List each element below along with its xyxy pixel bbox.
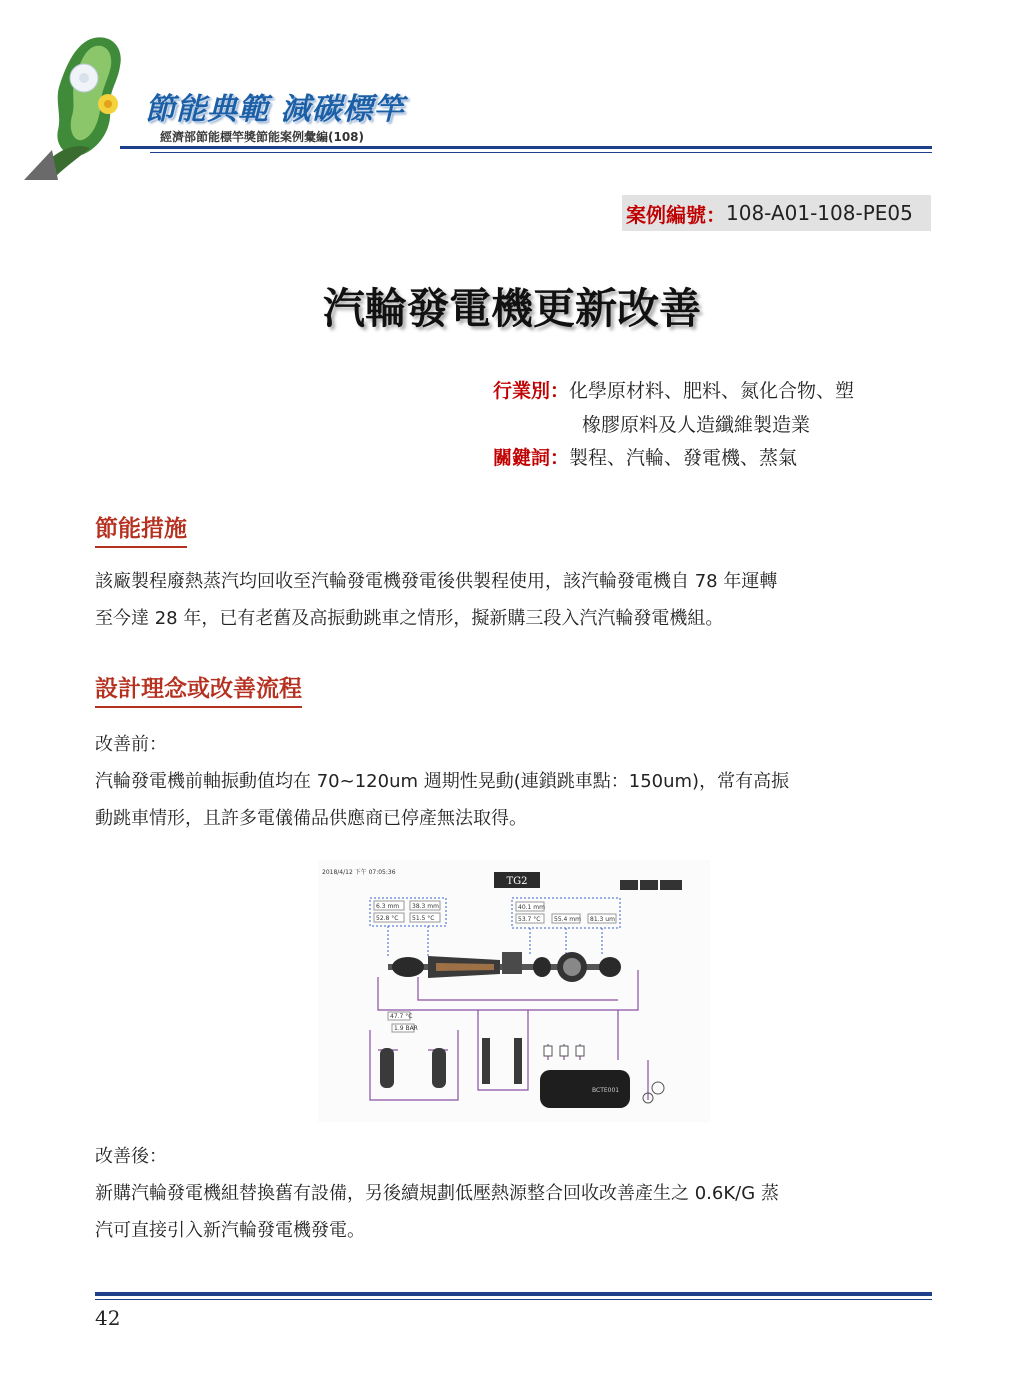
reading-value: 52.8 °C [376,915,399,922]
industry-value: 化學原材料、肥料、氮化合物、塑 [569,380,855,402]
footer-rule-thin [95,1299,932,1300]
reading-value: 55.4 mm [554,916,581,923]
header-rule [120,146,932,149]
page-title: 汽輪發電機更新改善 [322,284,701,333]
keywords-row [493,443,797,470]
tank-label: BCTE001 [592,1087,620,1094]
after-label: 改善後： [95,1146,167,1167]
brand-title: 節能典範 減碳標竿 [145,92,405,127]
measures-text-line: 該廠製程廢熱蒸汽均回收至汽輪發電機發電後供製程使用，該汽輪發電機自 78 年運轉 [95,571,778,592]
reading-value: 40.1 mm [518,904,545,911]
header-rule-thin [150,152,932,153]
status-indicator [620,880,638,890]
case-number-label: 案例編號： [626,202,726,227]
status-indicator [660,880,682,890]
case-number-box [622,195,931,231]
after-text-line: 汽可直接引入新汽輪發電機發電。 [95,1220,365,1241]
brand-subtitle: 經濟部節能標竿獎節能案例彙編(108) [160,130,365,144]
turbine-scada-diagram [318,860,710,1122]
reading-value: 81.3 um [590,916,615,923]
industry-label: 行業別： [493,380,570,402]
before-text-line: 汽輪發電機前軸振動值均在 70~120um 週期性晃動(連鎖跳車點：150um)，常有高振 [95,771,790,792]
energy-award-logo [24,30,164,180]
reading-value: 6.3 mm [376,903,400,910]
status-indicator [640,880,658,890]
reading-value: 38.3 mm [412,903,439,910]
reading-value: 53.7 °C [518,916,541,923]
case-number-value: 108-A01-108-PE05 [726,201,913,225]
temperature-reading: 47.7 °C [390,1013,413,1020]
before-text-line: 動跳車情形，且許多電儀備品供應商已停產無法取得。 [95,808,527,829]
section-heading-design: 設計理念或改善流程 [95,670,302,708]
measures-text-line: 至今達 28 年，已有老舊及高振動跳車之情形，擬新購三段入汽汽輪發電機組。 [95,608,724,629]
page-number: 42 [95,1306,121,1330]
footer-rule [95,1292,932,1296]
industry-row [493,376,854,403]
after-text-line: 新購汽輪發電機組替換舊有設備，另後續規劃低壓熱源整合回收改善產生之 0.6K/G 蒸 [95,1183,779,1204]
keywords-label: 關鍵詞： [493,447,570,469]
reading-value: 51.5 °C [412,915,435,922]
keywords-value: 製程、汽輪、發電機、蒸氣 [569,447,798,469]
diagram-timestamp: 2018/4/12 下午 07:05:36 [322,869,396,876]
pressure-reading: 1.9 BAR [394,1025,418,1032]
section-heading-measures: 節能措施 [95,510,187,548]
industry-value-continued: 橡膠原料及人造纖維製造業 [582,414,811,436]
diagram-tag: TG2 [506,876,528,887]
before-label: 改善前： [95,734,167,755]
